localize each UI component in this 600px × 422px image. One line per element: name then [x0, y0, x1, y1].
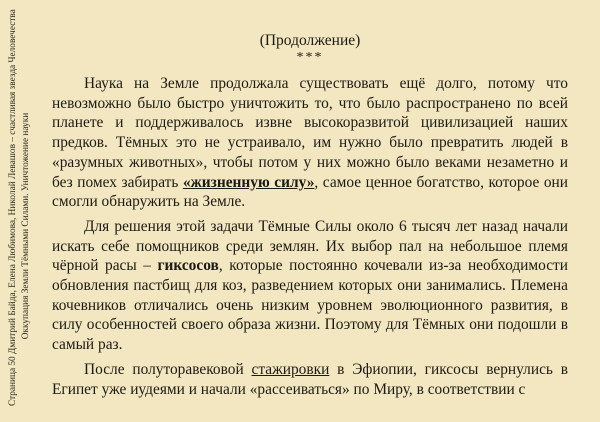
paragraph-2-text-c: , которые постоянно кочевали из-за необходимости обновления пастбищ для коз, разведением которых они занимались. Племена кочевников отличались очень низким уровнем эволюционного развития, в силу особенностей своего образа жизни. Поэтому для Тёмных они подошли в самый раз. — [52, 257, 568, 354]
paragraph-1-text-a: Наука на Земле продолжала существовать ещё долго, потому что невозможно было быстро уничтожить то, что было распространено по всей планете и поддерживалось извне высокоразвитой цивилизацией наших предков. Тёмных это не устраивало, им нужно было превратить людей в «разумных животных», чтобы потом у них можно было веками незаметно и без помех забирать — [52, 75, 568, 191]
paragraph-3-text-a: После полуторавековой — [84, 360, 252, 378]
paragraph-1-emphasis: «жизненную силу» — [182, 173, 315, 191]
paragraph-3 — [52, 360, 568, 399]
page-title: (Продолжение) — [259, 32, 361, 49]
paragraph-3-emphasis: стажировки — [251, 360, 330, 378]
paragraph-2-emphasis: гиксосов — [157, 257, 219, 275]
paragraph-1 — [52, 74, 568, 212]
paragraph-3-text-c: в Эфиопии, гиксосы вернулись в Египет уже иудеями и начали «рассеиваться» по Миру, в соответствии с — [52, 360, 569, 398]
paragraph-2 — [52, 217, 568, 355]
sidebar-header-line: Страница 50 Дмитрий Байда, Елена Любимова, Николай Левашов – счастливая звезда Человечества — [8, 9, 18, 406]
paragraph-2-text-a: Для решения этой задачи Тёмные Силы около 6 тысяч лет назад начали искать себе помощников среди землян. Их выбор пал на небольшое племя чёрной расы – — [52, 217, 568, 275]
paragraph-1-text-c: , самое ценное богатство, которое они смогли обнаружить на Земле. — [52, 173, 568, 211]
sidebar — [0, 0, 42, 422]
sidebar-chapter-line: Оккупация Земли Тёмными Силами. Уничтожение науки — [21, 112, 31, 340]
section-divider: *** — [296, 50, 324, 65]
page-content — [52, 32, 568, 404]
